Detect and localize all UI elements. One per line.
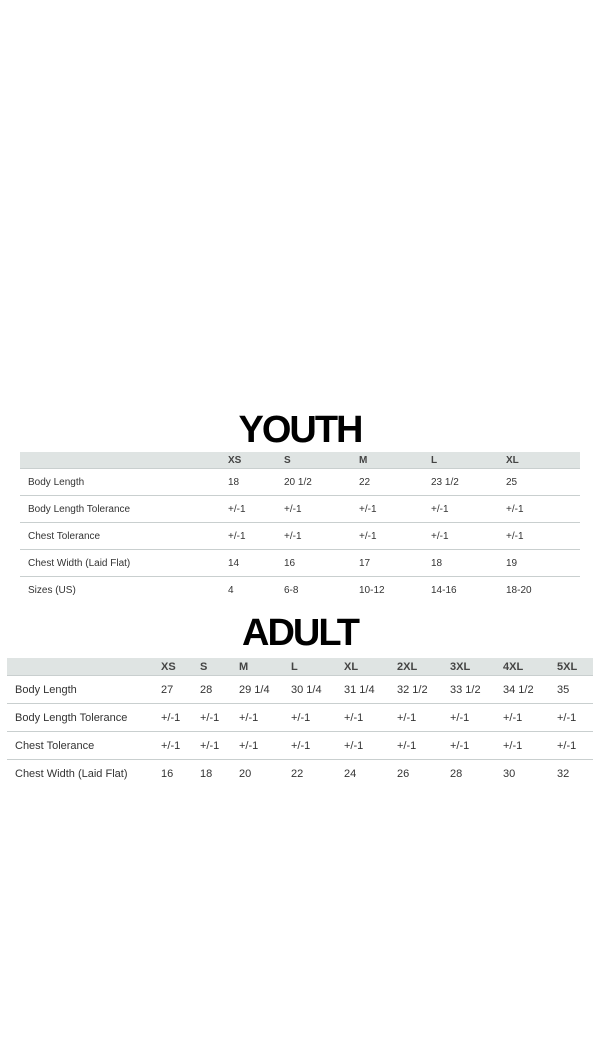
table-cell: +/-1 [557, 739, 577, 752]
row-label: Chest Width (Laid Flat) [15, 767, 128, 780]
header-cell: XL [506, 452, 580, 469]
table-cell: +/-1 [344, 711, 364, 724]
table-cell: 26 [397, 767, 410, 780]
table-cell: 20 1/2 [284, 476, 312, 488]
table-cell: 33 1/2 [450, 683, 481, 696]
table-row [7, 676, 593, 704]
table-row [20, 469, 580, 496]
table-cell: 29 1/4 [239, 683, 270, 696]
table-cell: 27 [161, 683, 174, 696]
table-cell: 14-16 [431, 584, 457, 596]
row-label: Sizes (US) [28, 584, 76, 596]
table-cell: 17 [359, 557, 371, 569]
header-cell: XL [344, 658, 397, 676]
table-cell: +/-1 [228, 503, 246, 515]
table-header-row [20, 452, 580, 469]
header-cell: M [359, 452, 431, 469]
table-cell: +/-1 [161, 739, 181, 752]
row-label: Chest Width (Laid Flat) [28, 557, 131, 569]
table-cell: 18 [431, 557, 443, 569]
table-cell: +/-1 [291, 711, 311, 724]
table-row [7, 760, 593, 788]
table-cell: +/-1 [228, 530, 246, 542]
adult-size-table [7, 658, 593, 787]
table-cell: +/-1 [359, 503, 377, 515]
table-cell: +/-1 [450, 739, 470, 752]
table-cell: +/-1 [506, 503, 524, 515]
table-row [20, 550, 580, 577]
header-cell [7, 658, 161, 676]
table-cell: +/-1 [284, 530, 302, 542]
table-row [7, 732, 593, 760]
table-cell: 31 1/4 [344, 683, 375, 696]
adult-title: ADULT [242, 612, 358, 654]
table-cell: 18 [228, 476, 240, 488]
table-cell: 20 [239, 767, 252, 780]
table-cell: 30 1/4 [291, 683, 322, 696]
row-label: Body Length [28, 476, 85, 488]
table-cell: 16 [161, 767, 174, 780]
header-cell: 4XL [503, 658, 557, 676]
table-cell: +/-1 [200, 739, 220, 752]
table-cell: 34 1/2 [503, 683, 534, 696]
header-cell: M [239, 658, 291, 676]
row-label: Chest Tolerance [15, 739, 95, 752]
table-row [20, 523, 580, 550]
table-cell: +/-1 [431, 530, 449, 542]
table-cell: 22 [291, 767, 304, 780]
header-cell: 3XL [450, 658, 503, 676]
header-cell: S [284, 452, 359, 469]
table-cell: 24 [344, 767, 357, 780]
table-cell: +/-1 [450, 711, 470, 724]
table-cell: 32 [557, 767, 570, 780]
table-row [20, 496, 580, 523]
row-label: Chest Tolerance [28, 530, 101, 542]
table-cell: 19 [506, 557, 518, 569]
table-cell: 18 [200, 767, 213, 780]
table-cell: +/-1 [503, 711, 523, 724]
table-row [20, 577, 580, 604]
row-label: Body Length Tolerance [28, 503, 131, 515]
table-cell: +/-1 [344, 739, 364, 752]
row-label: Body Length [15, 683, 77, 696]
header-cell: XS [161, 658, 200, 676]
table-cell: 35 [557, 683, 570, 696]
header-cell: S [200, 658, 239, 676]
table-cell: 22 [359, 476, 371, 488]
table-cell: 4 [228, 584, 234, 596]
table-cell: +/-1 [431, 503, 449, 515]
table-cell: 6-8 [284, 584, 299, 596]
table-cell: 30 [503, 767, 516, 780]
table-cell: +/-1 [557, 711, 577, 724]
table-cell: +/-1 [239, 739, 259, 752]
table-cell: 14 [228, 557, 240, 569]
table-cell: +/-1 [397, 711, 417, 724]
table-cell: 32 1/2 [397, 683, 428, 696]
table-cell: 28 [450, 767, 463, 780]
youth-title: YOUTH [238, 409, 362, 451]
youth-size-table [20, 452, 580, 603]
table-cell: 10-12 [359, 584, 385, 596]
table-cell: +/-1 [503, 739, 523, 752]
header-cell: L [431, 452, 506, 469]
table-cell: +/-1 [284, 503, 302, 515]
header-cell: 5XL [557, 658, 593, 676]
table-cell: 28 [200, 683, 213, 696]
table-header-row [7, 658, 593, 676]
table-cell: +/-1 [506, 530, 524, 542]
header-cell: 2XL [397, 658, 450, 676]
table-row [7, 704, 593, 732]
table-cell: 23 1/2 [431, 476, 459, 488]
row-label: Body Length Tolerance [15, 711, 128, 724]
table-cell: +/-1 [200, 711, 220, 724]
table-cell: +/-1 [161, 711, 181, 724]
table-cell: 25 [506, 476, 518, 488]
header-cell: L [291, 658, 344, 676]
table-cell: +/-1 [397, 739, 417, 752]
table-cell: 18-20 [506, 584, 532, 596]
table-cell: +/-1 [239, 711, 259, 724]
header-cell: XS [228, 452, 284, 469]
table-cell: 16 [284, 557, 296, 569]
table-cell: +/-1 [359, 530, 377, 542]
header-cell [20, 452, 228, 469]
table-cell: +/-1 [291, 739, 311, 752]
